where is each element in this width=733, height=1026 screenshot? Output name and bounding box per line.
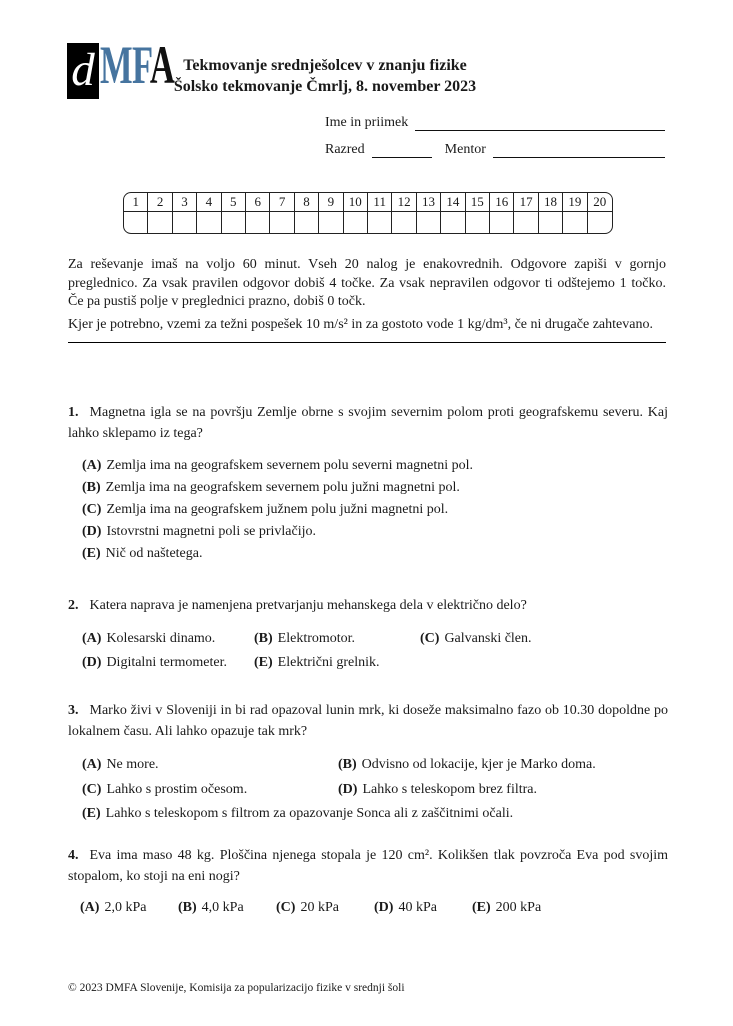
question-3-option-b: [338, 753, 668, 778]
logo-letter-m: M: [100, 35, 132, 95]
title-line-1: Tekmovanje srednješolcev v znanju fizike: [183, 57, 467, 74]
answer-table-number-row: [124, 193, 612, 212]
class-label: Razred: [325, 142, 365, 157]
mentor-label: Mentor: [444, 142, 486, 157]
question-1-option-a: [82, 455, 668, 477]
question-1: [68, 402, 668, 565]
answer-blank-cell: [270, 212, 294, 233]
logo-letter-f: F: [131, 35, 150, 95]
answer-blank-cell: [490, 212, 514, 233]
option-e-text: Nič od naštetega.: [105, 546, 203, 561]
option-e-text: 200 kPa: [495, 900, 542, 915]
name-write-line: [415, 116, 665, 131]
option-b-text: Zemlja ima na geografskem severnem polu južni magnetni pol.: [105, 480, 460, 495]
question-3-head: [68, 700, 668, 742]
option-e-text: Električni grelnik.: [277, 655, 380, 670]
option-b-text: 4,0 kPa: [201, 900, 244, 915]
option-d-label: (D): [338, 781, 358, 797]
answer-number-cell: 10: [344, 193, 368, 212]
question-4-options: [68, 898, 668, 918]
option-a-text: Ne more.: [106, 757, 159, 772]
answer-number-cell: 20: [588, 193, 612, 212]
question-4-option-c: [276, 898, 374, 918]
question-3: [68, 700, 668, 827]
instructions-paragraph-2: Kjer je potrebno, vzemi za težni pospešek 10 m/s² in za gostoto vode 1 kg/dm³, če ni drugače zahtevano.: [68, 316, 653, 332]
question-2-number: 2.: [68, 598, 79, 613]
question-4-number: 4.: [68, 848, 79, 863]
answer-blank-cell: [588, 212, 612, 233]
answer-blank-cell: [514, 212, 538, 233]
document-title: [60, 55, 590, 97]
question-1-option-e: [82, 543, 668, 565]
answer-blank-cell: [173, 212, 197, 233]
question-3-option-a: [82, 753, 338, 778]
question-2-option-e: [254, 651, 420, 675]
answer-blank-cell: [417, 212, 441, 233]
answer-number-cell: 18: [539, 193, 563, 212]
answer-blank-cell: [124, 212, 148, 233]
question-3-text: Marko živi v Sloveniji in bi rad opazoval lunin mrk, ki doseže maksimalno fazo ob 10.30 dopoldne po lokalnem času. Ali lahko opazuje tak mrk?: [68, 703, 668, 739]
option-d-label: (D): [82, 655, 102, 670]
section-divider: [68, 342, 666, 343]
answer-number-cell: 16: [490, 193, 514, 212]
question-3-options: [68, 753, 668, 827]
option-a-text: 2,0 kPa: [104, 900, 147, 915]
option-b-label: (B): [338, 757, 357, 772]
answer-number-cell: 12: [392, 193, 416, 212]
question-4-head: [68, 845, 668, 887]
option-c-text: 20 kPa: [300, 900, 339, 915]
option-e-text: Lahko s teleskopom s filtrom za opazovanje Sonca ali z zaščitnimi očali.: [105, 806, 514, 821]
title-line-2: Šolsko tekmovanje Čmrlj, 8. november 2023: [173, 78, 477, 95]
answer-number-cell: 17: [514, 193, 538, 212]
option-b-text: Odvisno od lokacije, kjer je Marko doma.: [361, 757, 596, 772]
answer-number-cell: 1: [124, 193, 148, 212]
option-a-label: (A): [82, 458, 102, 473]
answer-number-cell: 9: [319, 193, 343, 212]
option-b-label: (B): [82, 480, 101, 495]
answer-blank-cell: [466, 212, 490, 233]
logo-letter-d: d: [71, 44, 95, 96]
answer-number-cell: 19: [563, 193, 587, 212]
answer-blank-cell: [222, 212, 246, 233]
option-d-text: Istovrstni magnetni poli se privlačijo.: [106, 524, 317, 539]
answer-blank-cell: [441, 212, 465, 233]
option-b-text: Elektromotor.: [277, 631, 356, 646]
answer-blank-cell: [246, 212, 270, 233]
option-e-label: (E): [254, 655, 273, 670]
question-4-text: Eva ima maso 48 kg. Ploščina njenega stopala je 120 cm². Kolikšen tlak povzroča Eva pod svojim stopalom, ko stoji na eni nogi?: [68, 848, 668, 884]
instructions-paragraph-1: Za reševanje imaš na voljo 60 minut. Vseh 20 nalog je enakovrednih. Odgovore zapiši v gornjo preglednico. Za vsak pravilen odgovor dobiš 4 točke. Za vsak nepravilen odgovor ti odštejemo 1 točko. Če pa pustiš polje v preglednici prazno, dobiš 0 točk.: [68, 257, 666, 310]
option-c-label: (C): [276, 900, 296, 915]
answer-number-cell: 6: [246, 193, 270, 212]
instructions: [68, 256, 666, 343]
answer-number-cell: 7: [270, 193, 294, 212]
answer-blank-cell: [295, 212, 319, 233]
option-d-text: 40 kPa: [398, 900, 437, 915]
logo-letter-a: A: [149, 35, 175, 95]
option-c-text: Galvanski člen.: [444, 631, 532, 646]
question-2-head: [68, 595, 668, 616]
answer-table-blank-row: [124, 212, 612, 233]
name-field-row: [325, 114, 665, 131]
answer-number-cell: 15: [466, 193, 490, 212]
option-c-label: (C): [82, 781, 102, 797]
answer-blank-cell: [368, 212, 392, 233]
question-2-text: Katera naprava je namenjena pretvarjanju mehanskega dela v električno delo?: [89, 598, 527, 613]
answer-blank-cell: [319, 212, 343, 233]
answer-number-cell: 8: [295, 193, 319, 212]
question-1-head: [68, 402, 668, 444]
question-4-option-d: [374, 898, 472, 918]
answer-number-cell: 14: [441, 193, 465, 212]
question-3-option-c: [82, 778, 338, 803]
option-a-text: Kolesarski dinamo.: [106, 631, 216, 646]
question-1-number: 1.: [68, 405, 79, 420]
class-mentor-field-row: [325, 141, 665, 158]
question-2: [68, 595, 668, 675]
question-1-option-c: [82, 499, 668, 521]
option-d-text: Lahko s teleskopom brez filtra.: [362, 781, 537, 797]
option-c-label: (C): [420, 631, 440, 646]
option-a-label: (A): [82, 757, 102, 772]
question-3-number: 3.: [68, 703, 79, 718]
question-4-option-b: [178, 898, 276, 918]
option-d-label: (D): [374, 900, 394, 915]
question-1-text: Magnetna igla se na površju Zemlje obrne s svojim severnim polom proti geografskemu severu. Kaj lahko sklepamo iz tega?: [68, 405, 668, 441]
answer-number-cell: 4: [197, 193, 221, 212]
answer-blank-cell: [539, 212, 563, 233]
option-a-label: (A): [80, 900, 100, 915]
answer-number-cell: 2: [148, 193, 172, 212]
answer-number-cell: 5: [222, 193, 246, 212]
option-b-label: (B): [254, 631, 273, 646]
option-a-text: Zemlja ima na geografskem severnem polu severni magnetni pol.: [106, 458, 474, 473]
question-1-options: [68, 455, 668, 565]
answer-number-cell: 3: [173, 193, 197, 212]
option-d-label: (D): [82, 524, 102, 539]
option-e-label: (E): [472, 900, 491, 915]
option-d-text: Digitalni termometer.: [106, 655, 227, 670]
question-2-option-d: [82, 651, 254, 675]
option-e-label: (E): [82, 546, 101, 561]
option-b-label: (B): [178, 900, 197, 915]
question-2-option-b: [254, 627, 420, 651]
mentor-write-line: [493, 143, 665, 158]
copyright-footer: © 2023 DMFA Slovenije, Komisija za popularizacijo fizike v srednji šoli: [68, 982, 405, 994]
answer-blank-cell: [197, 212, 221, 233]
name-label: Ime in priimek: [325, 115, 409, 130]
question-4: [68, 845, 668, 918]
answer-blank-cell: [148, 212, 172, 233]
question-2-option-a: [82, 627, 254, 651]
option-a-label: (A): [82, 631, 102, 646]
answer-blank-cell: [392, 212, 416, 233]
answer-blank-cell: [344, 212, 368, 233]
answer-number-cell: 11: [368, 193, 392, 212]
option-c-label: (C): [82, 502, 102, 517]
answer-table: [123, 192, 613, 234]
class-write-line: [372, 143, 432, 158]
option-c-text: Lahko s prostim očesom.: [106, 781, 248, 797]
question-2-options: [68, 627, 668, 675]
question-1-option-b: [82, 477, 668, 499]
answer-blank-cell: [563, 212, 587, 233]
question-2-option-c: [420, 627, 668, 651]
option-e-label: (E): [82, 806, 101, 821]
question-1-option-d: [82, 521, 668, 543]
question-4-option-a: [80, 898, 178, 918]
answer-number-cell: 13: [417, 193, 441, 212]
question-4-option-e: [472, 898, 570, 918]
question-3-option-d: [338, 778, 668, 803]
option-c-text: Zemlja ima na geografskem južnem polu južni magnetni pol.: [106, 502, 449, 517]
question-3-option-e: [82, 802, 668, 827]
